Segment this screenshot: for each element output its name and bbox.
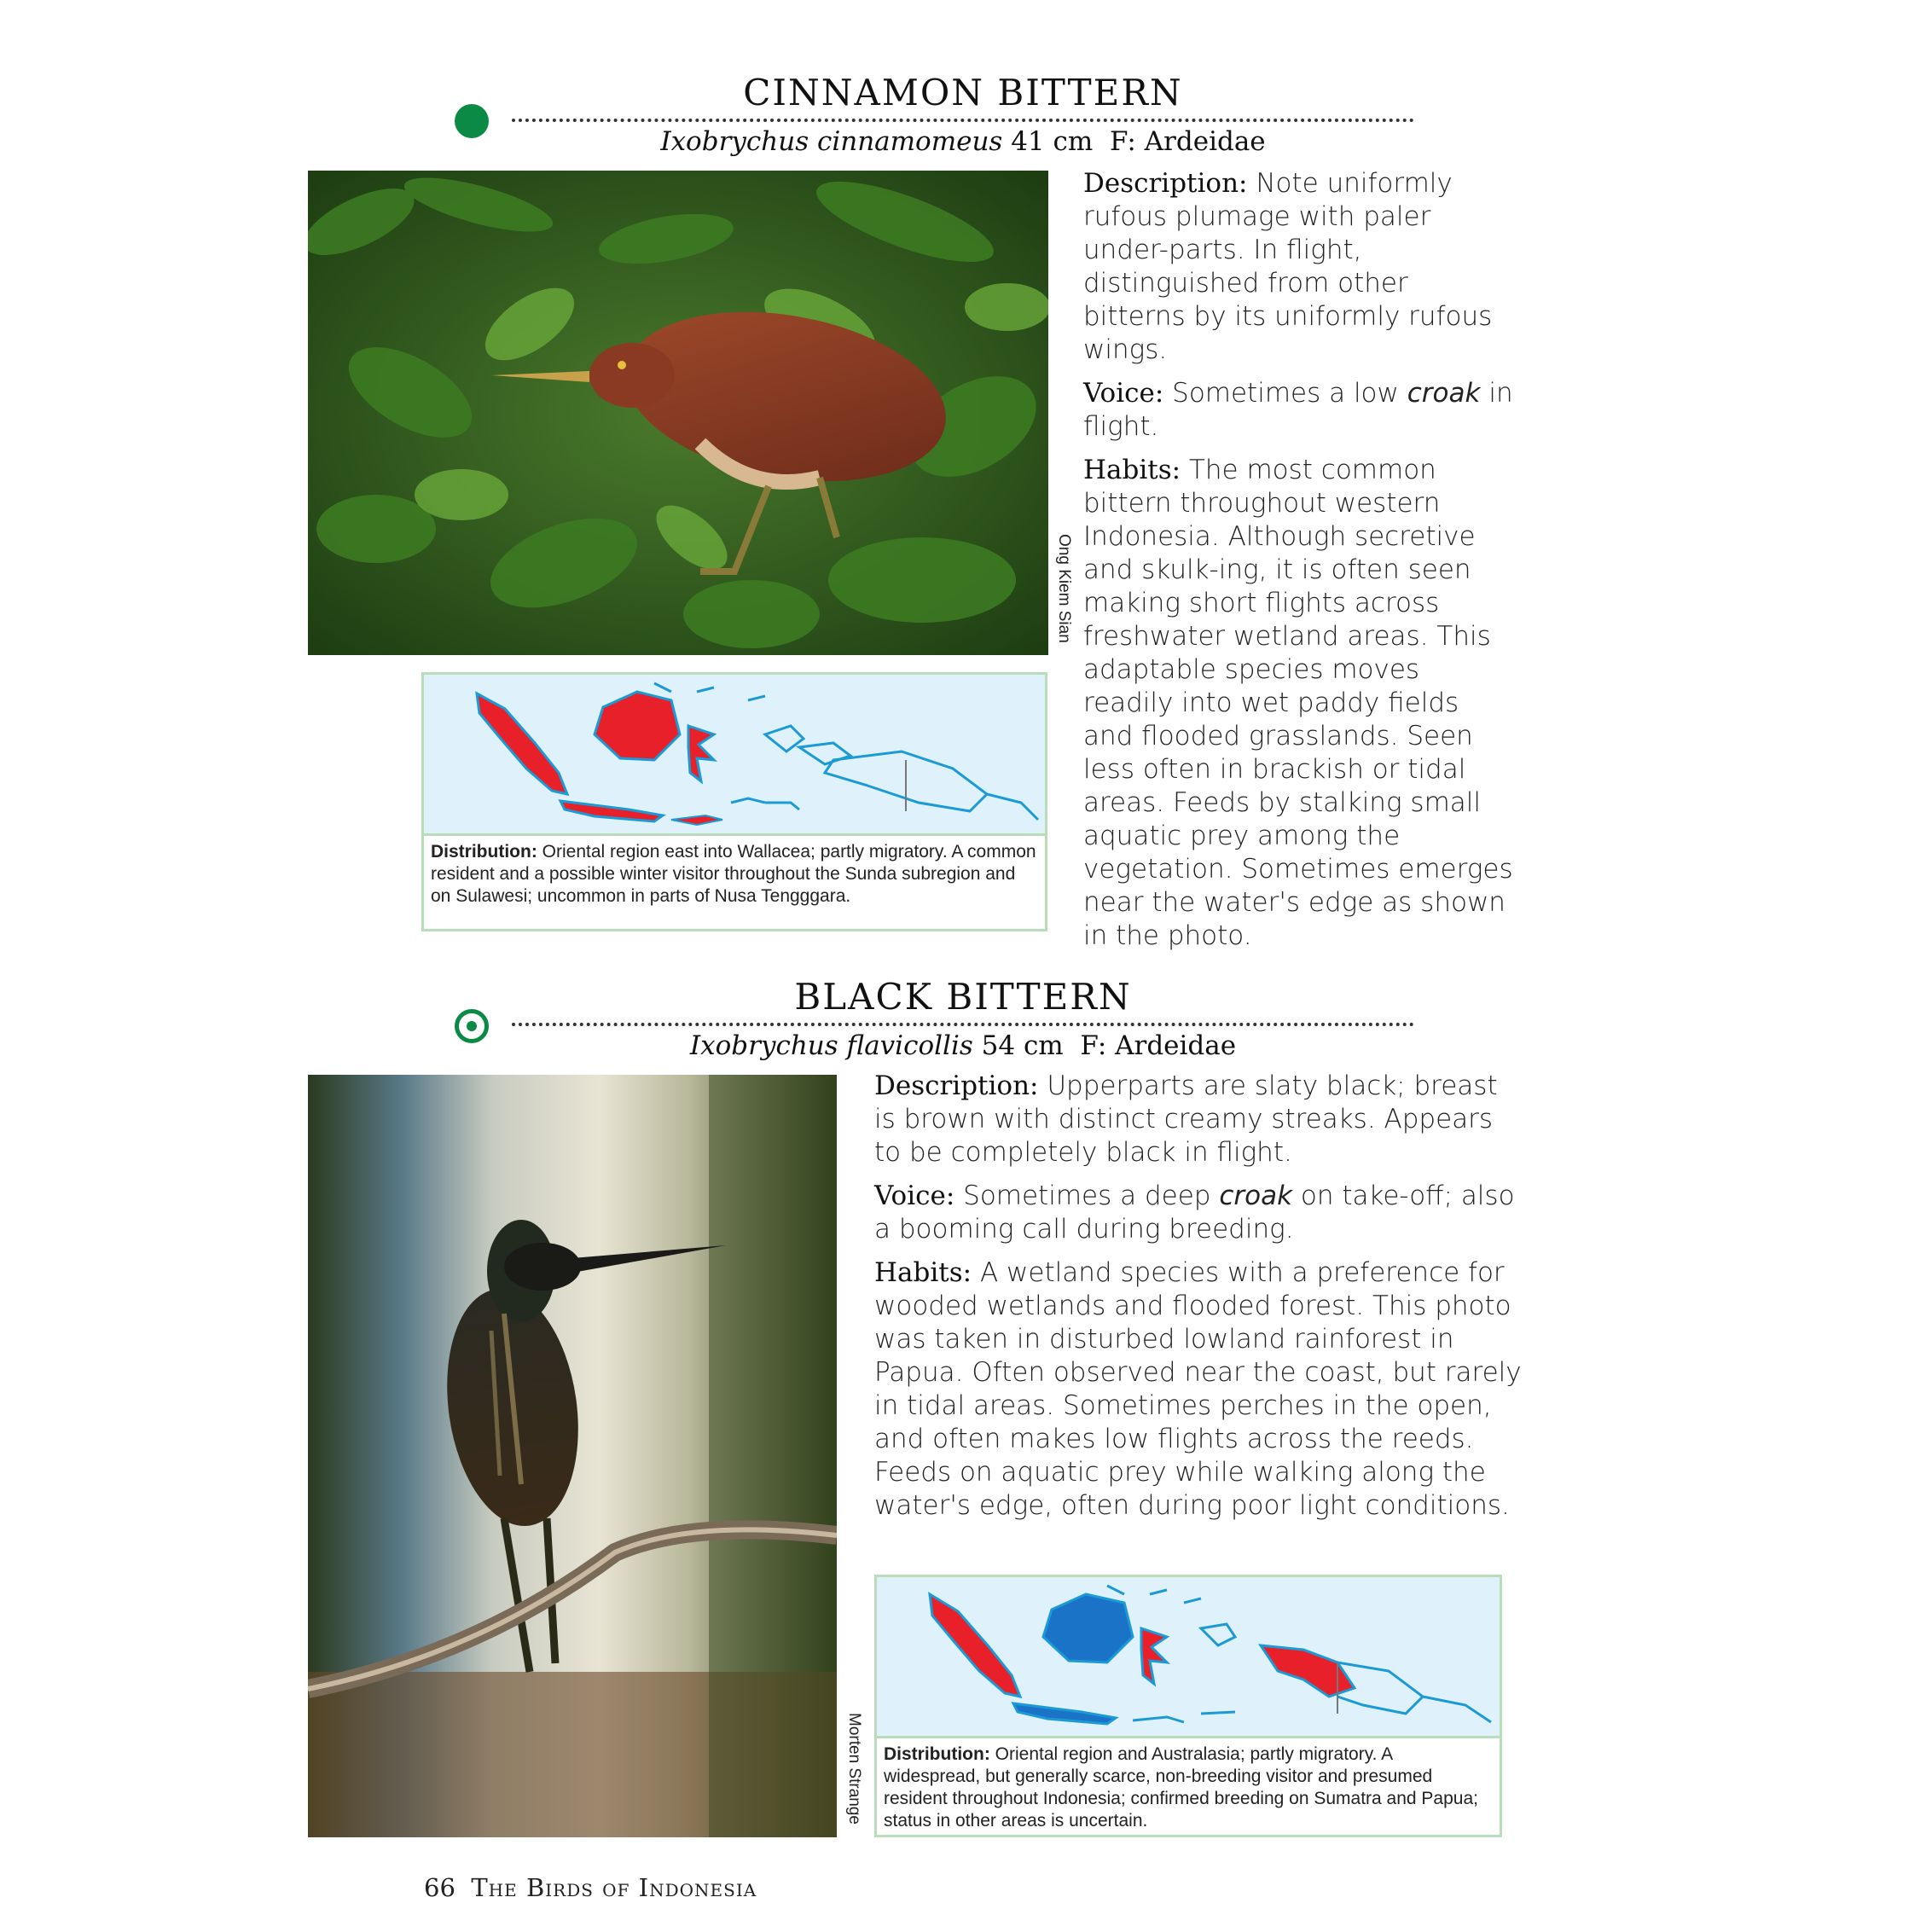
voice-call: croak [1407, 378, 1481, 409]
distribution-map [424, 675, 1045, 836]
distribution-text [877, 1738, 1500, 1837]
species-title: CINNAMON BITTERN [743, 72, 1183, 113]
photo-credit: Morten Strange [845, 1713, 863, 1825]
cinnamon-bittern-photo [308, 171, 1048, 655]
bird-photo-illustration [308, 1075, 837, 1837]
family: F: Ardeidae [1080, 1030, 1237, 1061]
title-divider [512, 119, 1414, 122]
voice-paragraph [874, 1180, 1523, 1246]
resident-marker-icon [455, 104, 489, 138]
distribution-text [424, 836, 1045, 913]
photo-credit: Ong Kiem Sian [1055, 534, 1073, 643]
page-footer [424, 1873, 757, 1902]
distribution-body: Oriental region east into Wallacea; partly migratory. A common resident and a possible winter visitor throughout the Sunda subregion and on Sulawesi; uncommon in parts of Nusa Tengggara. [431, 842, 1036, 906]
description-paragraph [1083, 167, 1514, 367]
description-paragraph [874, 1070, 1523, 1169]
visitor-marker-icon [455, 1009, 489, 1043]
voice-text: Sometimes a low [1172, 378, 1399, 409]
habits-label: Habits: [1083, 455, 1181, 485]
bird-photo-illustration [308, 171, 1048, 655]
distribution-label: Distribution: [884, 1744, 990, 1764]
voice-text: Sometimes a deep [963, 1181, 1211, 1211]
black-bittern-photo [308, 1075, 837, 1837]
species-account [874, 1070, 1523, 1533]
description-text: Note uniformly rufous plumage with paler under-parts. In flight, distinguished from other bitterns by its uniformly rufous wings. [1083, 168, 1493, 365]
family: F: Ardeidae [1109, 126, 1266, 157]
species-subtitle [512, 1030, 1414, 1061]
habits-text: A wetland species with a preference for wooded wetlands and flooded forest. This photo was taken in disturbed lowland rainforest in Papua. Often observed near the coast, but rarely in tidal areas. Sometimes perches in the open, and often makes low flights across the reeds. Feeds on aquatic prey while walking along the water's edge, often during poor light conditions. [874, 1257, 1522, 1521]
voice-text-end: in flight. [1083, 378, 1513, 442]
voice-text-end: on take-off; also a booming call during breeding. [874, 1181, 1515, 1244]
indonesia-map-illustration [877, 1577, 1500, 1736]
indonesia-map-illustration [424, 675, 1045, 833]
species-title: BLACK BITTERN [794, 976, 1132, 1018]
voice-label: Voice: [874, 1181, 955, 1211]
title-divider [512, 1023, 1414, 1026]
description-text: Upperparts are slaty black; breast is brown with distinct creamy streaks. Appears to be completely black in flight. [874, 1070, 1498, 1168]
species-account [1083, 167, 1514, 963]
book-title: The Birds of Indonesia [471, 1873, 757, 1902]
distribution-body: Oriental region and Australasia; partly migratory. A widespread, but generally scarce, non-breeding visitor and presumed resident throughout Indonesia; confirmed breeding on Sumatra and Papua; status in other areas is uncertain. [884, 1744, 1478, 1830]
habits-paragraph [874, 1256, 1523, 1523]
species-subtitle [512, 126, 1414, 157]
body-size: 54 cm [981, 1030, 1064, 1061]
distribution-map [877, 1577, 1500, 1738]
scientific-name: Ixobrychus cinnamomeus [660, 126, 1003, 157]
habits-label: Habits: [874, 1257, 972, 1288]
distribution-box [421, 672, 1047, 931]
habits-text: The most common bittern throughout western Indonesia. Although secretive and skulk-ing, it is often seen making short flights across freshwater wetland areas. This adaptable species moves readily into wet paddy fields and flooded grasslands. Seen less often in brackish or tidal areas. Feeds by stalking small aquatic prey among the vegetation. Sometimes emerges near the water's edge as shown in the photo. [1083, 455, 1513, 951]
page-number: 66 [424, 1873, 455, 1902]
voice-label: Voice: [1083, 378, 1164, 409]
description-label: Description: [874, 1070, 1039, 1101]
distribution-box [874, 1575, 1502, 1837]
distribution-label: Distribution: [431, 842, 537, 862]
habits-paragraph [1083, 454, 1514, 953]
voice-paragraph [1083, 377, 1514, 444]
body-size: 41 cm [1011, 126, 1094, 157]
voice-call: croak [1219, 1181, 1293, 1211]
description-label: Description: [1083, 168, 1248, 199]
scientific-name: Ixobrychus flavicollis [689, 1030, 973, 1061]
